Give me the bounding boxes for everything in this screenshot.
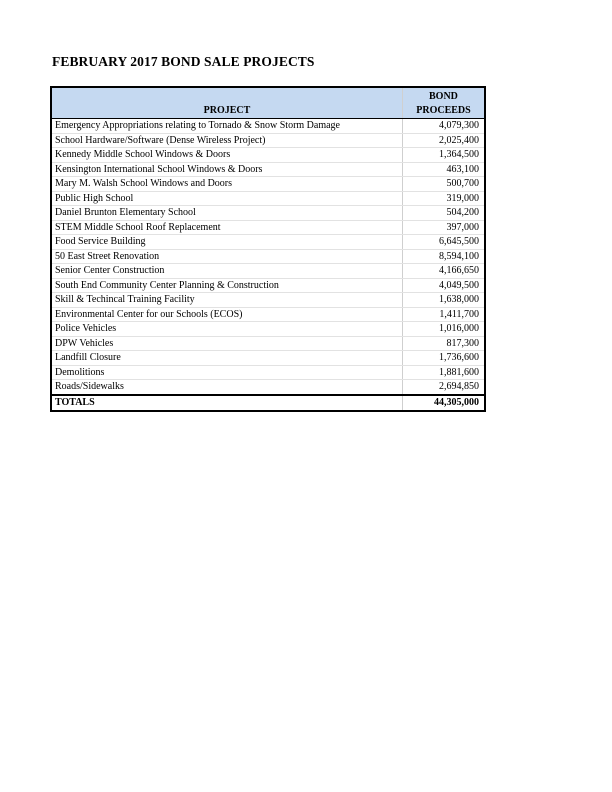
table-row xyxy=(51,365,485,380)
table-row xyxy=(51,380,485,395)
bond-amount-cell: 1,881,600 xyxy=(402,365,485,380)
project-name-cell: Senior Center Construction xyxy=(51,264,402,279)
project-name-cell: Demolitions xyxy=(51,365,402,380)
bond-proceeds-column-header xyxy=(402,87,485,119)
bond-amount-cell: 1,638,000 xyxy=(402,293,485,308)
bond-amount-cell: 319,000 xyxy=(402,191,485,206)
totals-amount: 44,305,000 xyxy=(402,395,485,411)
table-row xyxy=(51,278,485,293)
table-row xyxy=(51,177,485,192)
totals-label: TOTALS xyxy=(51,395,402,411)
project-name-cell: Police Vehicles xyxy=(51,322,402,337)
project-name-cell: School Hardware/Software (Dense Wireless Project) xyxy=(51,133,402,148)
project-name-cell: Daniel Brunton Elementary School xyxy=(51,206,402,221)
header-row xyxy=(51,87,485,119)
bond-proceeds-header-line1: BOND xyxy=(429,91,458,102)
table-row xyxy=(51,206,485,221)
table-row xyxy=(51,148,485,163)
bond-amount-cell: 500,700 xyxy=(402,177,485,192)
project-name-cell: Kennedy Middle School Windows & Doors xyxy=(51,148,402,163)
table-row xyxy=(51,307,485,322)
table-row xyxy=(51,249,485,264)
table-row xyxy=(51,293,485,308)
bond-amount-cell: 463,100 xyxy=(402,162,485,177)
project-name-cell: Food Service Building xyxy=(51,235,402,250)
bond-amount-cell: 1,364,500 xyxy=(402,148,485,163)
project-name-cell: Skill & Techincal Training Facility xyxy=(51,293,402,308)
table-row xyxy=(51,264,485,279)
table-body xyxy=(51,119,485,411)
project-name-cell: DPW Vehicles xyxy=(51,336,402,351)
bond-amount-cell: 2,025,400 xyxy=(402,133,485,148)
bond-amount-cell: 1,411,700 xyxy=(402,307,485,322)
table-row xyxy=(51,133,485,148)
table-row xyxy=(51,235,485,250)
project-name-cell: Roads/Sidewalks xyxy=(51,380,402,395)
table-row xyxy=(51,336,485,351)
table-row xyxy=(51,322,485,337)
table-row xyxy=(51,191,485,206)
table-row xyxy=(51,220,485,235)
bond-amount-cell: 6,645,500 xyxy=(402,235,485,250)
totals-row xyxy=(51,395,485,411)
bond-amount-cell: 397,000 xyxy=(402,220,485,235)
project-name-cell: Kensington International School Windows & Doors xyxy=(51,162,402,177)
project-name-cell: Environmental Center for our Schools (ECOS) xyxy=(51,307,402,322)
bond-amount-cell: 8,594,100 xyxy=(402,249,485,264)
project-name-cell: Mary M. Walsh School Windows and Doors xyxy=(51,177,402,192)
bond-amount-cell: 2,694,850 xyxy=(402,380,485,395)
project-name-cell: Landfill Closure xyxy=(51,351,402,366)
project-name-cell: STEM Middle School Roof Replacement xyxy=(51,220,402,235)
bond-amount-cell: 817,300 xyxy=(402,336,485,351)
page-title: FEBRUARY 2017 BOND SALE PROJECTS xyxy=(52,54,315,69)
bond-amount-cell: 1,016,000 xyxy=(402,322,485,337)
bond-projects-table xyxy=(50,86,486,412)
bond-amount-cell: 4,079,300 xyxy=(402,119,485,134)
bond-amount-cell: 4,166,650 xyxy=(402,264,485,279)
table-row xyxy=(51,162,485,177)
project-name-cell: Emergency Appropriations relating to Tornado & Snow Storm Damage xyxy=(51,119,402,134)
project-column-header: PROJECT xyxy=(51,87,402,119)
bond-amount-cell: 4,049,500 xyxy=(402,278,485,293)
bond-amount-cell: 1,736,600 xyxy=(402,351,485,366)
table-row xyxy=(51,119,485,134)
table-header xyxy=(51,87,485,119)
bond-amount-cell: 504,200 xyxy=(402,206,485,221)
project-name-cell: 50 East Street Renovation xyxy=(51,249,402,264)
bond-proceeds-header-line2: PROCEEDS xyxy=(416,105,471,116)
project-name-cell: Public High School xyxy=(51,191,402,206)
project-name-cell: South End Community Center Planning & Construction xyxy=(51,278,402,293)
table-row xyxy=(51,351,485,366)
